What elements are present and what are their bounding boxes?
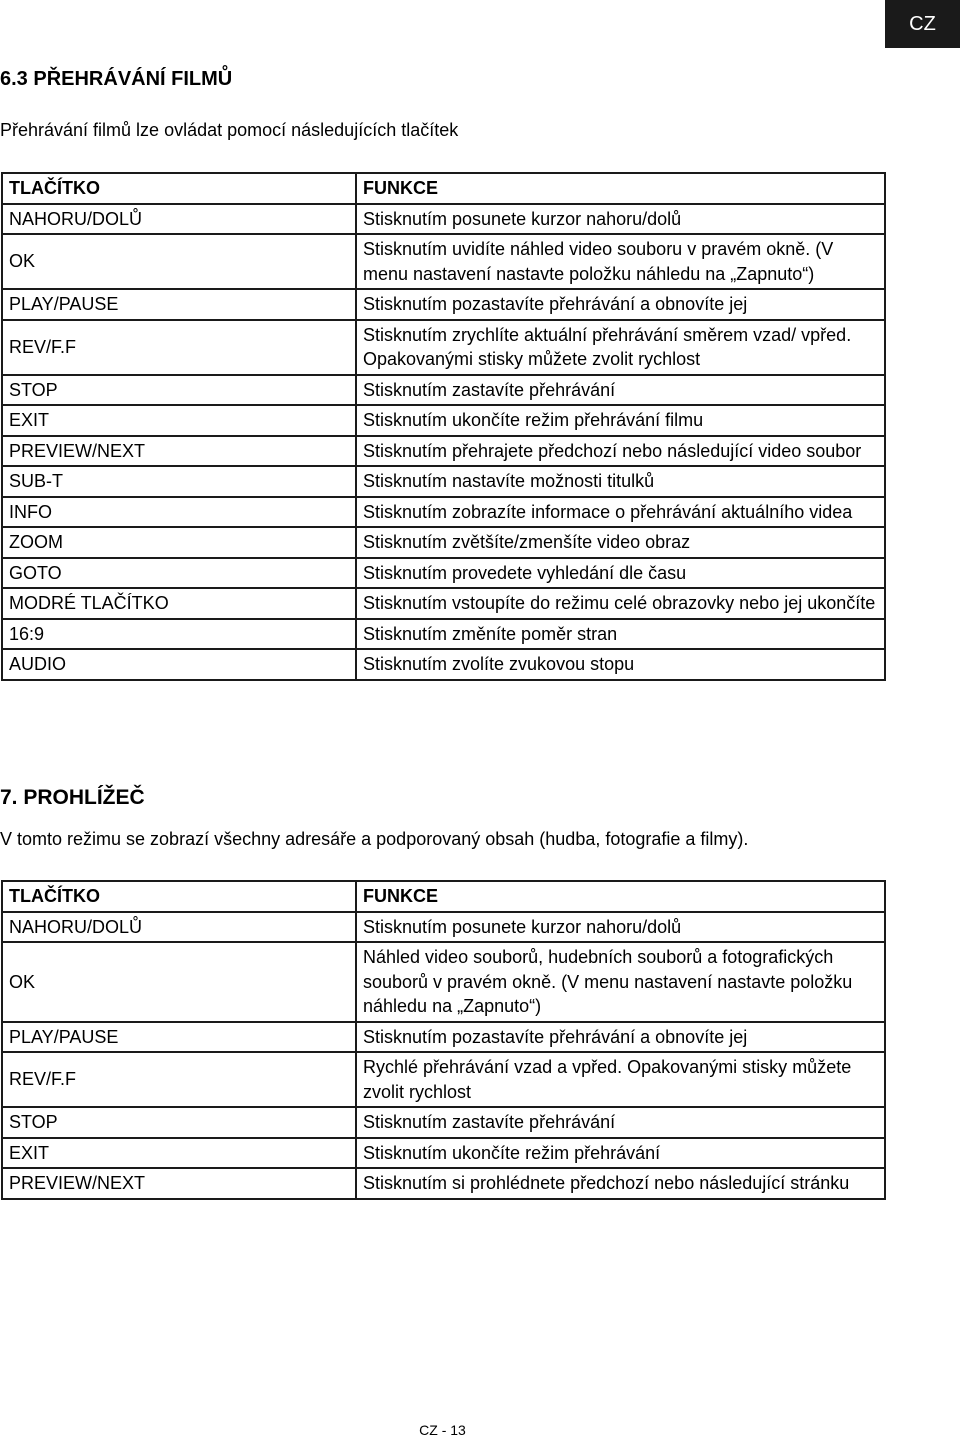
row-key: EXIT bbox=[2, 1138, 356, 1169]
table-row bbox=[2, 1138, 885, 1169]
table-row bbox=[2, 1168, 885, 1199]
row-key: REV/F.F bbox=[2, 320, 356, 375]
row-function: Stisknutím pozastavíte přehrávání a obnovíte jej bbox=[356, 1022, 885, 1053]
row-function: Stisknutím zvolíte zvukovou stopu bbox=[356, 649, 885, 680]
row-key: 16:9 bbox=[2, 619, 356, 650]
row-key: MODRÉ TLAČÍTKO bbox=[2, 588, 356, 619]
table-row bbox=[2, 527, 885, 558]
row-key: STOP bbox=[2, 375, 356, 406]
row-function: Stisknutím zastavíte přehrávání bbox=[356, 1107, 885, 1138]
row-function: Stisknutím zrychlíte aktuální přehrávání směrem vzad/ vpřed. Opakovanými stisky můžete zvolit rychlost bbox=[356, 320, 885, 375]
row-function: Stisknutím uvidíte náhled video souboru v pravém okně. (V menu nastavení nastavte položku náhledu na „Zapnuto“) bbox=[356, 234, 885, 289]
row-key: NAHORU/DOLŮ bbox=[2, 204, 356, 235]
table-row bbox=[2, 234, 885, 289]
table-row bbox=[2, 405, 885, 436]
row-key: NAHORU/DOLŮ bbox=[2, 912, 356, 943]
row-function: Stisknutím nastavíte možnosti titulků bbox=[356, 466, 885, 497]
row-function: Náhled video souborů, hudebních souborů a fotografických souborů v pravém okně. (V menu nastavení nastavte položku náhledu na „Zapnuto“) bbox=[356, 942, 885, 1022]
table-row bbox=[2, 558, 885, 589]
movie-playback-table bbox=[1, 172, 886, 681]
table-row bbox=[2, 1052, 885, 1107]
row-function: Rychlé přehrávání vzad a vpřed. Opakovanými stisky můžete zvolit rychlost bbox=[356, 1052, 885, 1107]
row-key: OK bbox=[2, 234, 356, 289]
table-row bbox=[2, 649, 885, 680]
language-badge: CZ bbox=[885, 0, 960, 48]
table-row bbox=[2, 320, 885, 375]
row-key: PREVIEW/NEXT bbox=[2, 436, 356, 467]
table-row bbox=[2, 375, 885, 406]
table-row bbox=[2, 466, 885, 497]
row-key: ZOOM bbox=[2, 527, 356, 558]
column-header-function: FUNKCE bbox=[356, 881, 885, 912]
table-row bbox=[2, 204, 885, 235]
table-row bbox=[2, 942, 885, 1022]
table-row bbox=[2, 1022, 885, 1053]
table-row bbox=[2, 289, 885, 320]
row-function: Stisknutím vstoupíte do režimu celé obrazovky nebo jej ukončíte bbox=[356, 588, 885, 619]
row-function: Stisknutím zobrazíte informace o přehrávání aktuálního videa bbox=[356, 497, 885, 528]
row-function: Stisknutím ukončíte režim přehrávání filmu bbox=[356, 405, 885, 436]
row-key: SUB-T bbox=[2, 466, 356, 497]
row-key: REV/F.F bbox=[2, 1052, 356, 1107]
browser-table bbox=[1, 880, 886, 1200]
row-key: PREVIEW/NEXT bbox=[2, 1168, 356, 1199]
table-row bbox=[2, 912, 885, 943]
row-function: Stisknutím provedete vyhledání dle času bbox=[356, 558, 885, 589]
row-function: Stisknutím ukončíte režim přehrávání bbox=[356, 1138, 885, 1169]
section-intro: Přehrávání filmů lze ovládat pomocí následujících tlačítek bbox=[0, 120, 459, 140]
row-function: Stisknutím si prohlédnete předchozí nebo následující stránku bbox=[356, 1168, 885, 1199]
row-key: OK bbox=[2, 942, 356, 1022]
row-key: STOP bbox=[2, 1107, 356, 1138]
row-function: Stisknutím posunete kurzor nahoru/dolů bbox=[356, 204, 885, 235]
column-header-button: TLAČÍTKO bbox=[2, 881, 356, 912]
table-row bbox=[2, 436, 885, 467]
row-function: Stisknutím přehrajete předchozí nebo následující video soubor bbox=[356, 436, 885, 467]
row-function: Stisknutím pozastavíte přehrávání a obnovíte jej bbox=[356, 289, 885, 320]
section-heading-movie-playback: 6.3 PŘEHRÁVÁNÍ FILMŮ bbox=[0, 68, 233, 90]
column-header-function: FUNKCE bbox=[356, 173, 885, 204]
row-function: Stisknutím zastavíte přehrávání bbox=[356, 375, 885, 406]
table-row bbox=[2, 497, 885, 528]
row-key: EXIT bbox=[2, 405, 356, 436]
row-key: AUDIO bbox=[2, 649, 356, 680]
row-key: PLAY/PAUSE bbox=[2, 289, 356, 320]
section-intro: V tomto režimu se zobrazí všechny adresáře a podporovaný obsah (hudba, fotografie a filmy). bbox=[0, 829, 749, 849]
table-header-row bbox=[2, 173, 885, 204]
table-header-row bbox=[2, 881, 885, 912]
row-key: INFO bbox=[2, 497, 356, 528]
row-key: GOTO bbox=[2, 558, 356, 589]
row-key: PLAY/PAUSE bbox=[2, 1022, 356, 1053]
row-function: Stisknutím zvětšíte/zmenšíte video obraz bbox=[356, 527, 885, 558]
table-row bbox=[2, 588, 885, 619]
table-row bbox=[2, 1107, 885, 1138]
table-row bbox=[2, 619, 885, 650]
column-header-button: TLAČÍTKO bbox=[2, 173, 356, 204]
row-function: Stisknutím posunete kurzor nahoru/dolů bbox=[356, 912, 885, 943]
page-number: CZ - 13 bbox=[419, 1422, 466, 1438]
section-heading-browser: 7. PROHLÍŽEČ bbox=[0, 786, 145, 809]
row-function: Stisknutím změníte poměr stran bbox=[356, 619, 885, 650]
